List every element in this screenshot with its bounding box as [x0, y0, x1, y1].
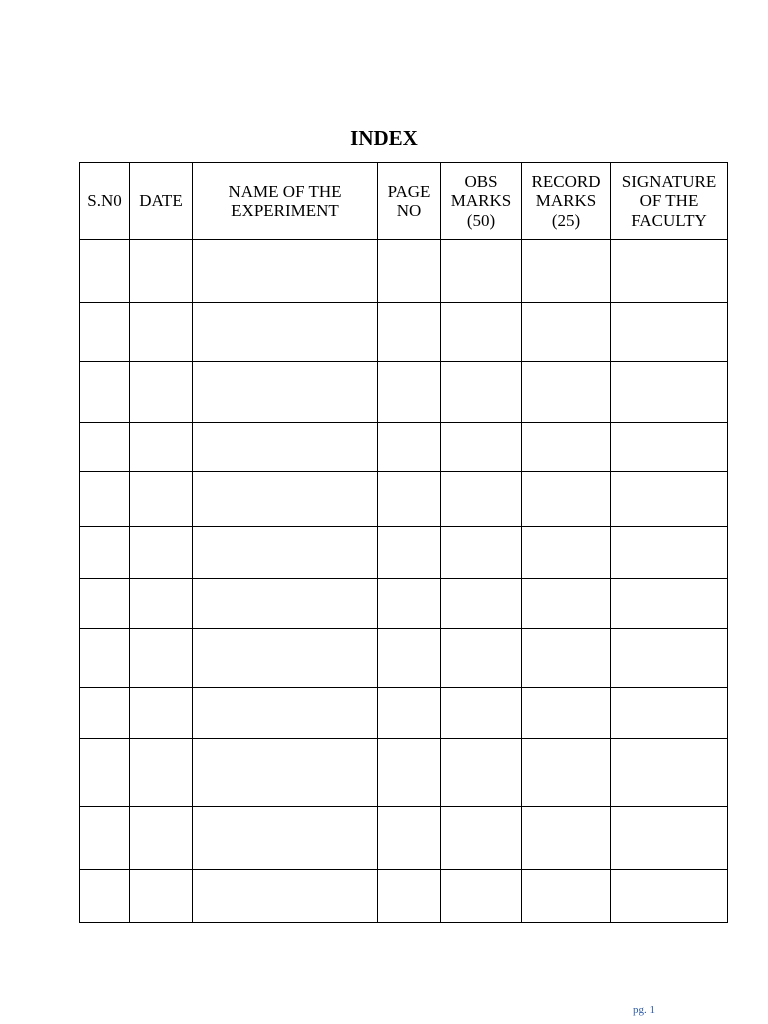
cell-obs-marks — [441, 807, 522, 870]
cell-experiment-name — [193, 807, 378, 870]
cell-experiment-name — [193, 688, 378, 739]
header-experiment-name: NAME OF THE EXPERIMENT — [193, 163, 378, 240]
table-row — [80, 472, 728, 527]
cell-page-number — [378, 527, 441, 579]
cell-date — [130, 870, 193, 923]
cell-page-number — [378, 870, 441, 923]
cell-experiment-name — [193, 472, 378, 527]
cell-date — [130, 527, 193, 579]
cell-obs-marks — [441, 527, 522, 579]
table-row — [80, 739, 728, 807]
header-page-number: PAGE NO — [378, 163, 441, 240]
cell-serial-number — [80, 527, 130, 579]
cell-faculty-signature — [611, 629, 728, 688]
cell-experiment-name — [193, 362, 378, 423]
cell-date — [130, 423, 193, 472]
cell-faculty-signature — [611, 527, 728, 579]
cell-serial-number — [80, 240, 130, 303]
cell-faculty-signature — [611, 870, 728, 923]
cell-serial-number — [80, 362, 130, 423]
cell-date — [130, 362, 193, 423]
table-row — [80, 870, 728, 923]
table-row — [80, 527, 728, 579]
cell-obs-marks — [441, 240, 522, 303]
header-obs-marks: OBS MARKS (50) — [441, 163, 522, 240]
cell-date — [130, 579, 193, 629]
cell-page-number — [378, 739, 441, 807]
cell-obs-marks — [441, 303, 522, 362]
table-row — [80, 629, 728, 688]
cell-record-marks — [522, 579, 611, 629]
cell-page-number — [378, 240, 441, 303]
cell-faculty-signature — [611, 240, 728, 303]
page-number: pg. 1 — [633, 1004, 655, 1016]
table-header-row — [80, 163, 728, 240]
cell-page-number — [378, 362, 441, 423]
page-title: INDEX — [350, 126, 418, 150]
cell-faculty-signature — [611, 472, 728, 527]
cell-serial-number — [80, 870, 130, 923]
cell-record-marks — [522, 629, 611, 688]
header-date: DATE — [130, 163, 193, 240]
cell-experiment-name — [193, 303, 378, 362]
cell-serial-number — [80, 807, 130, 870]
cell-page-number — [378, 807, 441, 870]
table-row — [80, 362, 728, 423]
cell-experiment-name — [193, 240, 378, 303]
table-row — [80, 688, 728, 739]
header-record-marks: RECORD MARKS (25) — [522, 163, 611, 240]
cell-record-marks — [522, 527, 611, 579]
cell-experiment-name — [193, 629, 378, 688]
cell-obs-marks — [441, 579, 522, 629]
cell-serial-number — [80, 688, 130, 739]
cell-experiment-name — [193, 423, 378, 472]
cell-obs-marks — [441, 688, 522, 739]
cell-faculty-signature — [611, 423, 728, 472]
index-table — [79, 162, 728, 923]
cell-date — [130, 472, 193, 527]
table-row — [80, 423, 728, 472]
cell-obs-marks — [441, 629, 522, 688]
cell-page-number — [378, 688, 441, 739]
table-row — [80, 303, 728, 362]
cell-experiment-name — [193, 527, 378, 579]
cell-serial-number — [80, 303, 130, 362]
cell-date — [130, 739, 193, 807]
cell-page-number — [378, 629, 441, 688]
cell-serial-number — [80, 423, 130, 472]
cell-obs-marks — [441, 739, 522, 807]
cell-page-number — [378, 423, 441, 472]
cell-obs-marks — [441, 870, 522, 923]
table-row — [80, 240, 728, 303]
cell-record-marks — [522, 688, 611, 739]
cell-experiment-name — [193, 739, 378, 807]
cell-experiment-name — [193, 579, 378, 629]
cell-date — [130, 807, 193, 870]
cell-page-number — [378, 579, 441, 629]
cell-serial-number — [80, 579, 130, 629]
cell-serial-number — [80, 472, 130, 527]
cell-obs-marks — [441, 362, 522, 423]
cell-serial-number — [80, 629, 130, 688]
cell-record-marks — [522, 423, 611, 472]
header-faculty-signature: SIGNATURE OF THE FACULTY — [611, 163, 728, 240]
cell-record-marks — [522, 807, 611, 870]
cell-date — [130, 303, 193, 362]
cell-record-marks — [522, 739, 611, 807]
cell-faculty-signature — [611, 303, 728, 362]
table-row — [80, 807, 728, 870]
cell-faculty-signature — [611, 807, 728, 870]
cell-page-number — [378, 472, 441, 527]
cell-record-marks — [522, 870, 611, 923]
cell-page-number — [378, 303, 441, 362]
cell-date — [130, 688, 193, 739]
cell-record-marks — [522, 472, 611, 527]
cell-date — [130, 240, 193, 303]
cell-faculty-signature — [611, 362, 728, 423]
cell-obs-marks — [441, 472, 522, 527]
table-row — [80, 579, 728, 629]
cell-record-marks — [522, 303, 611, 362]
table-body — [80, 240, 728, 923]
cell-faculty-signature — [611, 688, 728, 739]
header-serial-number: S.N0 — [80, 163, 130, 240]
cell-experiment-name — [193, 870, 378, 923]
cell-record-marks — [522, 240, 611, 303]
cell-faculty-signature — [611, 739, 728, 807]
cell-faculty-signature — [611, 579, 728, 629]
cell-serial-number — [80, 739, 130, 807]
cell-date — [130, 629, 193, 688]
cell-record-marks — [522, 362, 611, 423]
cell-obs-marks — [441, 423, 522, 472]
